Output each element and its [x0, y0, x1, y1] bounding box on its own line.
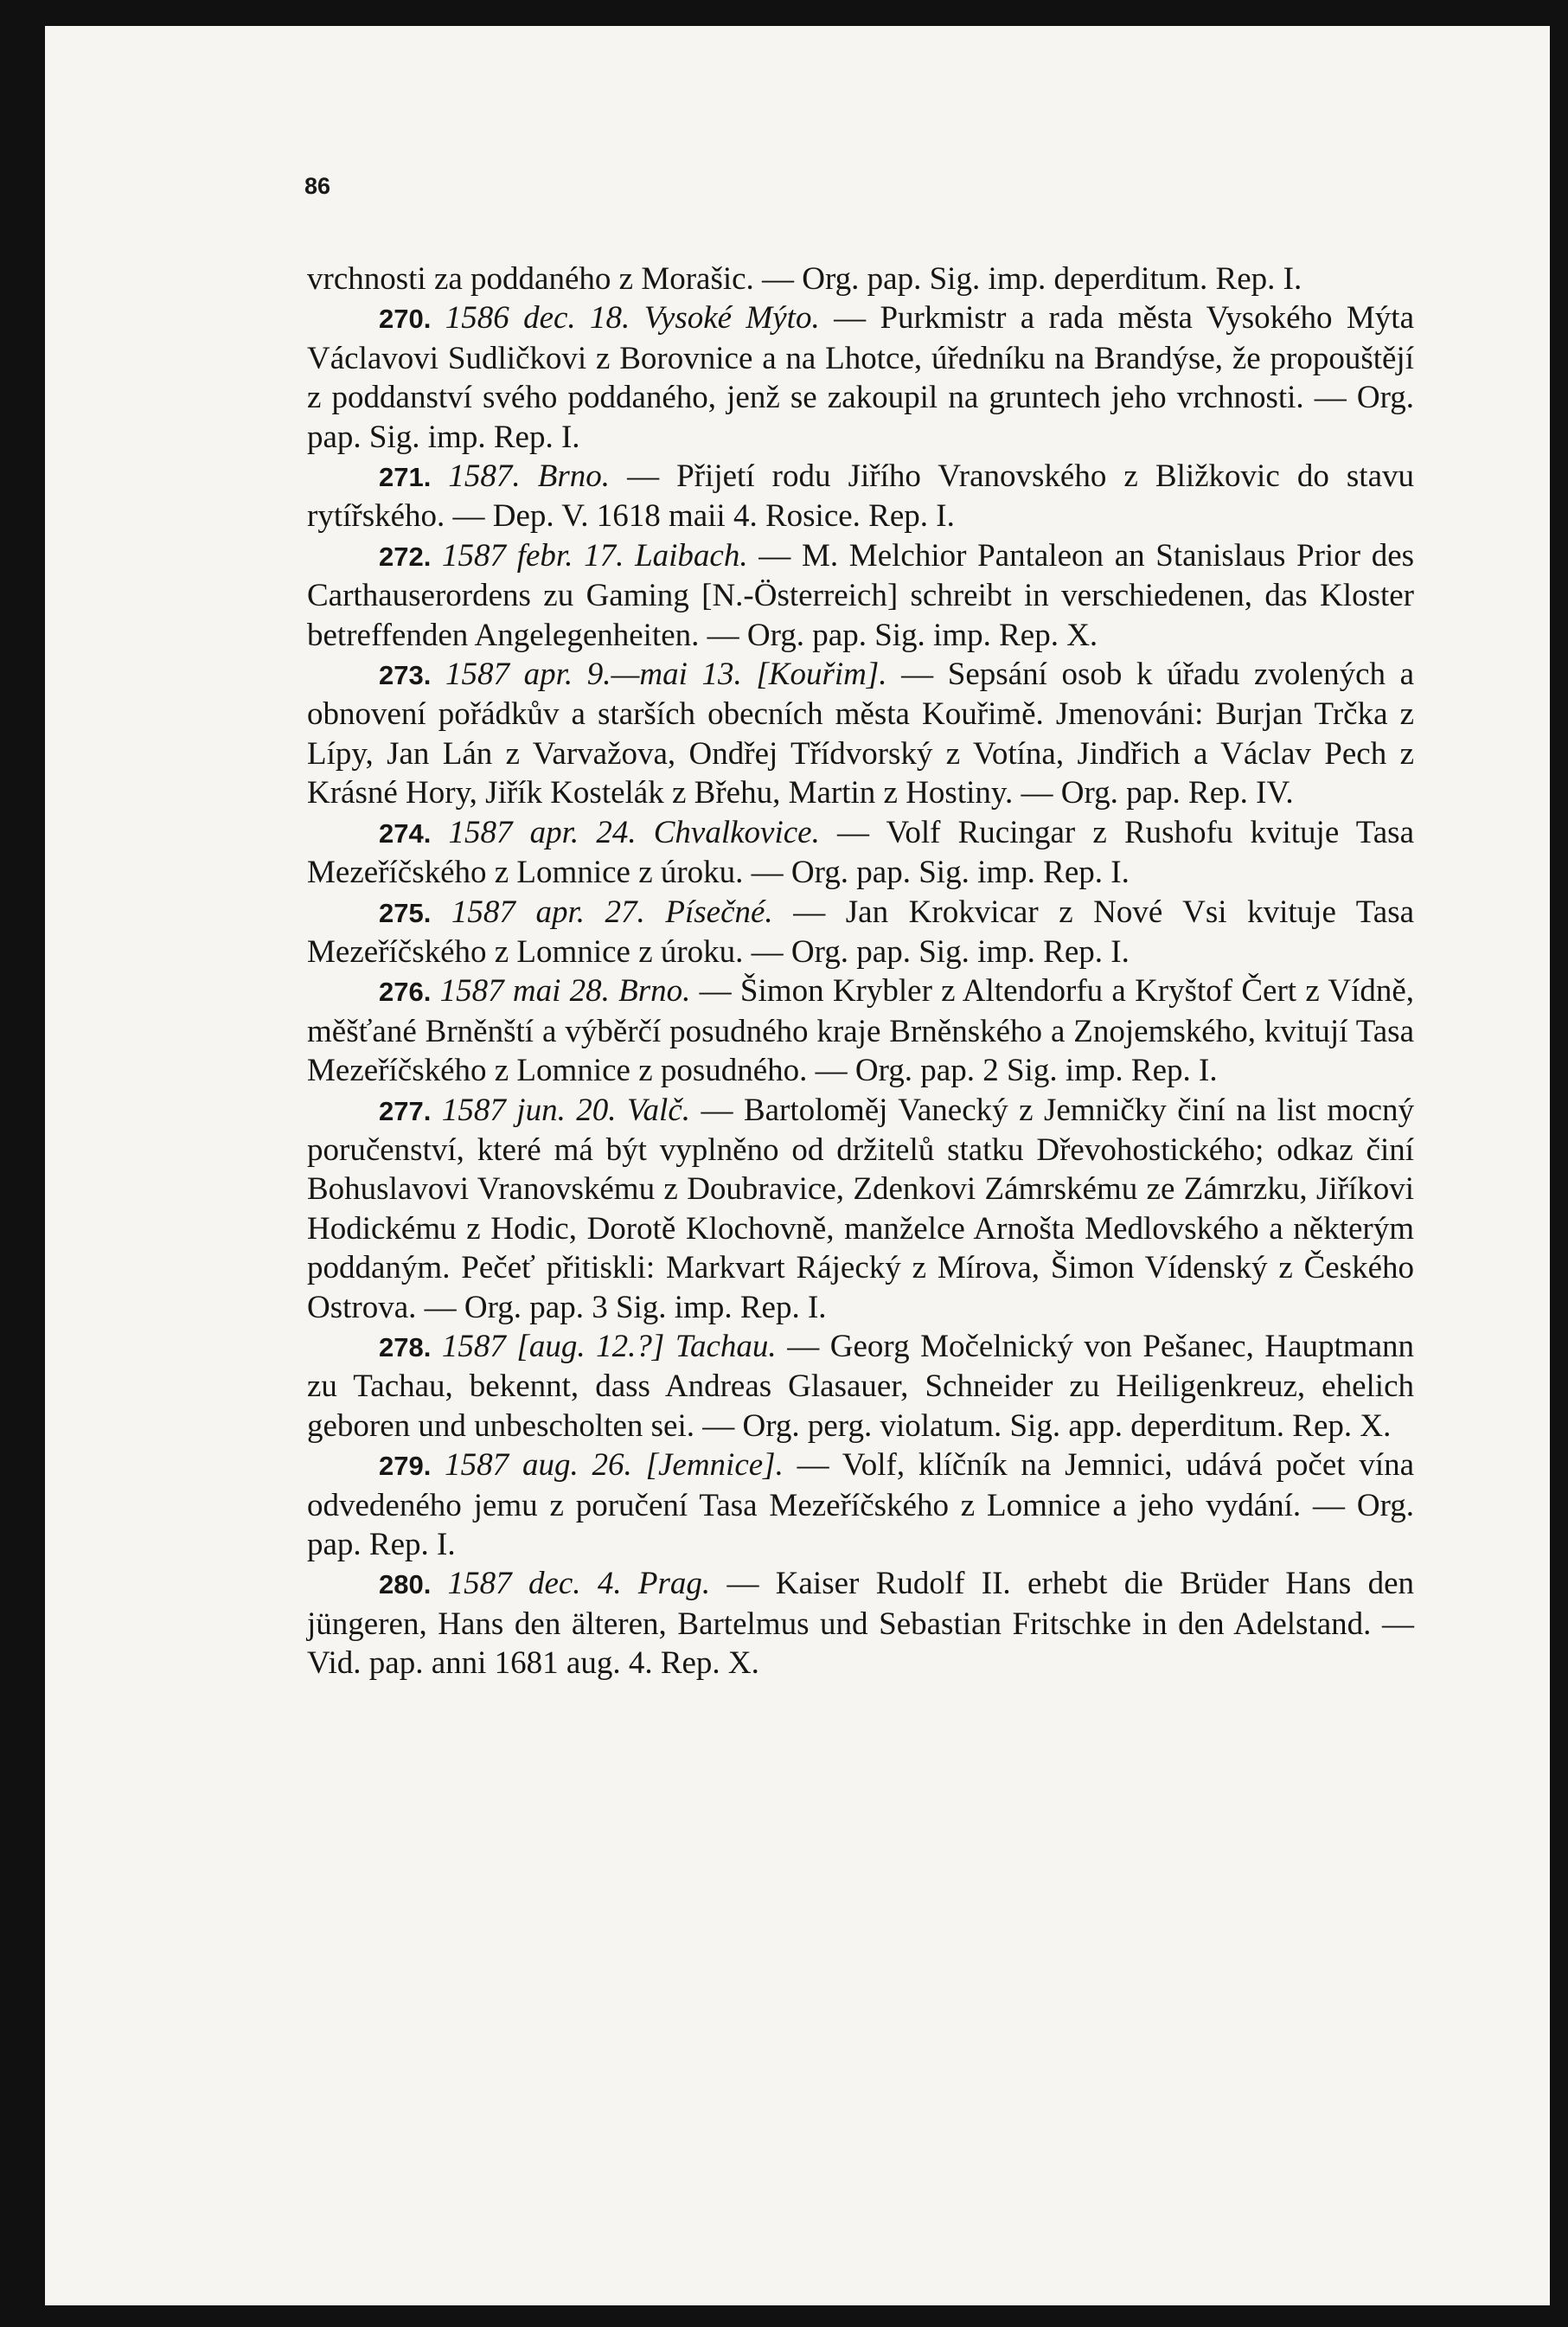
entry-text: — Bartoloměj Vanecký z Jemničky činí na list mocný poručenství, které má být vyplněno od držitelů statku Dřevohostického; odkaz činí Bohuslavovi Vranovskému z Doubravice, Zdenkovi Zámrskému ze Zámrzku, Jiříkovi Hodickému z Hodic, Dorotě Klochovně, manželce Arnošta Medlovského a některým poddaným. Pečeť přitiskli: Markvart Rájecký z Mírova, Šimon Vídenský z Českého Ostrova. — Org. pap. 3 Sig. imp. Rep. I.	[307, 1092, 1415, 1325]
entry-text: — Kaiser Rudolf II. erhebt die Brüder Hans den jüngeren, Hans den älteren, Bartelmus und Sebastian Fritschke in den Adelstand. — Vid. pap. anni 1681 aug. 4. Rep. X.	[307, 1566, 1415, 1682]
entry-date: 1587 dec. 4.	[447, 1566, 622, 1602]
regest-entry	[307, 971, 1414, 1090]
entry-place: Valč.	[627, 1092, 690, 1128]
entry-number: 272.	[379, 541, 432, 572]
regest-entry	[307, 1327, 1414, 1446]
entry-number: 276.	[379, 977, 432, 1008]
entry-date: 1587 [aug. 12.?]	[441, 1328, 665, 1364]
entry-number: 278.	[379, 1331, 432, 1362]
entry-place: Tachau.	[675, 1328, 777, 1364]
entry-text: — Volf Rucingar z Rushofu kvituje Tasa Mezeříčského z Lomnice z úroku. — Org. pap. Sig. imp. Rep. I.	[307, 814, 1414, 891]
entry-text: — M. Melchior Pantaleon an Stanislaus Prior des Carthauserordens zu Gaming [N.-Österreich] schreibt in verschiedenen, das Kloster betreffenden Angelegenheiten. — Org. pap. Sig. imp. Rep. X.	[307, 537, 1415, 653]
regest-entry	[307, 1446, 1414, 1564]
entry-place: Brno.	[537, 458, 610, 495]
entry-place: Písečné.	[665, 894, 773, 930]
entry-text: — Šimon Krybler z Altendorfu a Kryštof Čert z Vídně, měšťané Brněnští a výběrčí posudného kraje Brněnského a Znojemského, kvitují Tasa Mezeříčského z Lomnice z posudného. — Org. pap. 2 Sig. imp. Rep. I.	[307, 973, 1415, 1089]
entry-text: — Přijetí rodu Jiřího Vranovského z Bližkovic do stavu rytířského. — Dep. V. 1618 maii 4. Rosice. Rep. I.	[307, 458, 1415, 535]
entry-number: 279.	[379, 1451, 432, 1482]
entry-text: — Jan Krokvicar z Nové Vsi kvituje Tasa Mezeříčského z Lomnice z úroku. — Org. pap. Sig. imp. Rep. I.	[307, 894, 1415, 970]
entry-date: 1586 dec. 18.	[445, 300, 630, 337]
entry-date: 1587.	[448, 458, 521, 495]
entry-place: Chvalkovice.	[653, 814, 820, 850]
entry-list	[307, 298, 1414, 1683]
regest-entry	[307, 1091, 1414, 1327]
entry-date: 1587 aug. 26.	[445, 1447, 632, 1484]
entry-date: 1587 jun. 20.	[441, 1092, 617, 1128]
entry-place: [Kouřim].	[756, 657, 887, 693]
regest-entry	[307, 655, 1414, 813]
entry-number: 273.	[379, 660, 432, 691]
entry-place: Prag.	[637, 1566, 711, 1602]
entry-number: 271.	[379, 462, 432, 493]
entry-date: 1587 apr. 24.	[448, 814, 637, 850]
entry-place: Brno.	[618, 973, 691, 1010]
entry-date: 1587 febr. 17.	[442, 537, 624, 574]
regest-entry	[307, 1564, 1414, 1683]
entry-place: Laibach.	[635, 537, 748, 574]
entry-place: [Jemnice].	[645, 1447, 784, 1484]
regest-entry	[307, 457, 1414, 536]
continuation-paragraph: vrchnosti za poddaného z Morašic. — Org. pap. Sig. imp. deperditum. Rep. I.	[307, 261, 1302, 297]
entry-text: — Sepsání osob k úřadu zvolených a obnovení pořádkův a starších obecních města Kouřimě. Jmenováni: Burjan Trčka z Lípy, Jan Lán z Varvažova, Ondřej Třídvorský z Votína, Jindřich a Václav Pech z Krásné Hory, Jiřík Kostelák z Břehu, Martin z Hostiny. — Org. pap. Rep. IV.	[307, 657, 1415, 811]
entry-number: 270.	[379, 304, 432, 335]
entry-date: 1587 apr. 9.—mai 13.	[445, 657, 742, 693]
entry-number: 275.	[379, 897, 432, 928]
entry-date: 1587 mai 28.	[439, 973, 610, 1010]
entry-text: — Volf, klíčník na Jemnici, udává počet vína odvedeného jemu z poručení Tasa Mezeříčského z Lomnice a jeho vydání. — Org. pap. Rep. I.	[307, 1447, 1415, 1562]
entry-number: 277.	[379, 1095, 432, 1126]
entry-place: Vysoké Mýto.	[643, 300, 820, 337]
regest-entry	[307, 298, 1414, 457]
entry-number: 280.	[379, 1569, 432, 1600]
page-text	[307, 260, 1414, 1683]
entry-text: — Georg Močelnický von Pešanec, Hauptmann zu Tachau, bekennt, dass Andreas Glasauer, Schneider zu Heiligenkreuz, ehelich geboren und unbescholten sei. — Org. perg. violatum. Sig. app. deperditum. Rep. X.	[307, 1328, 1415, 1444]
entry-text: — Purkmistr a rada města Vysokého Mýta Václavovi Sudličkovi z Borovnice a na Lhotce, úředníku na Brandýse, že propouštějí z poddanství svého poddaného, jenž se zakoupil na gruntech jeho vrchnosti. — Org. pap. Sig. imp. Rep. I.	[307, 300, 1415, 455]
entry-number: 274.	[379, 817, 432, 849]
regest-entry	[307, 813, 1414, 893]
page-number: 86	[304, 173, 331, 199]
regest-entry	[307, 893, 1414, 972]
regest-entry	[307, 536, 1414, 655]
entry-date: 1587 apr. 27.	[451, 894, 645, 930]
